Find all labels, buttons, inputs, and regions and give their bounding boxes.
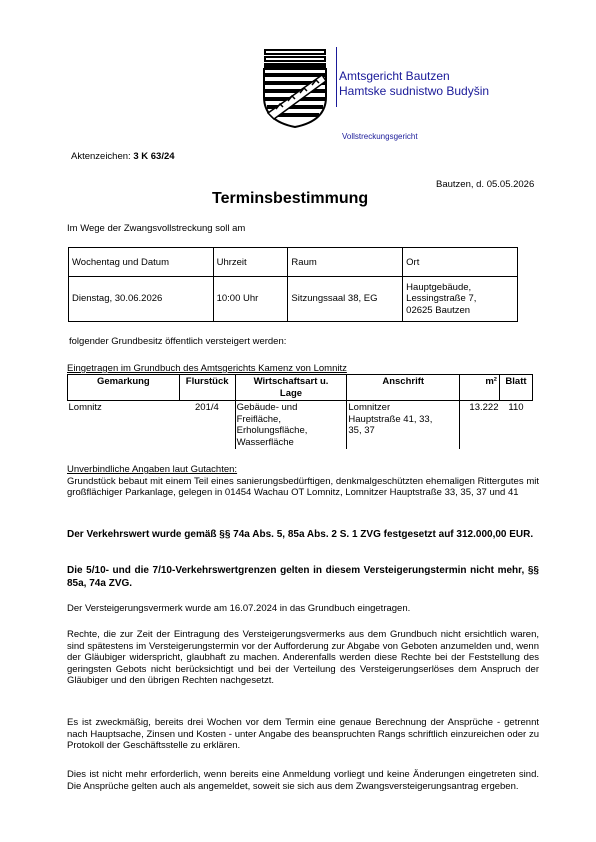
cell-anschrift-line: Hauptstraße 41, 33, — [348, 413, 433, 425]
anmeldung-paragraph: Dies ist nicht mehr erforderlich, wenn bereits eine Anmeldung vorliegt und keine Änderungen eingetreten sind. Die Ansprüche gelten auch als angemeldet, soweit sie sich aus dem Zwangsversteigerungsantrag ergeben. — [67, 769, 539, 792]
cell-wirtschaftsart-line: Erholungsfläche, — [236, 425, 308, 436]
verkehrswert-paragraph: Der Verkehrswert wurde gemäß §§ 74a Abs. 5, 85a Abs. 2 S. 1 ZVG festgesetzt auf 312.000,00 EUR. — [67, 529, 534, 540]
grundbuch-header-row — [68, 375, 533, 401]
header-wirtschaftsart — [235, 375, 347, 401]
cell-blatt: 110 — [508, 402, 524, 413]
rechte-paragraph: Rechte, die zur Zeit der Eintragung des Versteigerungsvermerks aus dem Grundbuch nicht ersichtlich waren, sind spätestens im Versteigerungstermin vor der Aufforderung zur Abgabe von Geboten anzumelden und, wenn der Gläubiger widerspricht, glaubhaft zu machen. Anderenfalls werden diese Rechte bei der Feststellung des geringsten Gebots nicht berücksichtigt und bei der Verteilung des Versteigerungserlöses dem Anspruch der Gläubiger und den übrigen Rechten nachgesetzt. — [67, 629, 539, 686]
saxony-coat-of-arms-icon — [258, 47, 332, 129]
grundbuch-reference: Eingetragen im Grundbuch des Amtsgerichts Kamenz von Lomnitz — [67, 363, 347, 374]
header-anschrift: Anschrift — [347, 375, 460, 401]
gutachten-section — [67, 464, 539, 499]
termin-date: Dienstag, 30.06.2026 — [69, 277, 214, 322]
cell-anschrift — [347, 401, 460, 450]
header-time: Uhrzeit — [213, 248, 288, 277]
header-flaeche: m² — [460, 375, 500, 401]
termin-place — [403, 277, 518, 322]
termin-data-row — [69, 277, 518, 322]
header-blatt: Blatt — [499, 375, 532, 401]
cell-anschrift-line: 35, 37 — [348, 425, 375, 436]
gutachten-text: Grundstück bebaut mit einem Teil eines sanierungsbedürftigen, denkmalgeschützten ehemaligen Rittergutes mit großflächiger Parkanlage, gelegen in 01454 Wachau OT Lomnitz, Lomnitzer Hauptstraße 33, 35, 37 und 41 — [67, 475, 539, 498]
cell-flaeche: 13.222 — [460, 401, 500, 450]
aktenzeichen — [71, 151, 175, 162]
aktenzeichen-value: 3 K 63/24 — [133, 151, 175, 162]
cell-anschrift-line: Lomnitzer — [348, 402, 391, 413]
aktenzeichen-label: Aktenzeichen: — [71, 151, 131, 162]
header-flurstueck: Flurstück — [179, 375, 235, 401]
cell-gemarkung: Lomnitz — [68, 402, 102, 413]
grundbuch-data-row — [68, 401, 533, 450]
termin-header-row — [69, 248, 518, 277]
cell-wirtschaftsart-line: Freifläche, — [236, 413, 281, 425]
cell-wirtschaftsart-line: Gebäude- und — [236, 402, 298, 413]
place-date: Bautzen, d. 05.05.2026 — [436, 179, 535, 190]
termin-room: Sitzungssaal 38, EG — [288, 277, 403, 322]
court-name-sorbian: Hamtske sudnistwo Budyšin — [339, 84, 490, 98]
cell-wirtschaftsart — [235, 401, 347, 450]
header-place: Ort — [403, 248, 518, 277]
header-wirtschaftsart-line: Wirtschaftsart u. — [253, 376, 329, 387]
court-name-german: Amtsgericht Bautzen — [339, 69, 450, 83]
grundbesitz-intro: folgender Grundbesitz öffentlich versteigert werden: — [69, 336, 287, 347]
document-title: Terminsbestimmung — [212, 190, 369, 207]
court-name-block — [336, 47, 489, 107]
zweckmaessig-paragraph: Es ist zweckmäßig, bereits drei Wochen vor dem Termin eine genaue Berechnung der Ansprüche - getrennt nach Hauptsache, Zinsen und Kosten - unter Angabe des beanspruchten Rangs schriftlich einzureichen oder zu Protokoll der Geschäftsstelle zu erklären. — [67, 717, 539, 751]
termin-table — [68, 247, 518, 322]
termin-time: 10:00 Uhr — [213, 277, 288, 322]
wertgrenzen-paragraph: Die 5/10- und die 7/10-Verkehrswertgrenzen gelten in diesem Versteigerungstermin nicht mehr, §§ 85a, 74a ZVG. — [67, 565, 539, 589]
header-wirtschaftsart-line: Lage — [279, 387, 303, 399]
versteigerungsvermerk-paragraph: Der Versteigerungsvermerk wurde am 16.07.2024 in das Grundbuch eingetragen. — [67, 603, 411, 614]
department-label: Vollstreckungsgericht — [342, 132, 418, 141]
intro-text: Im Wege der Zwangsvollstreckung soll am — [67, 223, 246, 234]
termin-place-line: Lessingstraße 7, — [406, 293, 477, 305]
grundbuch-table — [67, 374, 533, 449]
header-date: Wochentag und Datum — [69, 248, 214, 277]
termin-place-line: 02625 Bautzen — [406, 304, 471, 316]
cell-wirtschaftsart-line: Wasserfläche — [236, 436, 294, 448]
termin-place-line: Hauptgebäude, — [406, 281, 472, 293]
gutachten-heading: Unverbindliche Angaben laut Gutachten: — [67, 464, 238, 475]
header-gemarkung: Gemarkung — [68, 375, 180, 401]
cell-flurstueck: 201/4 — [195, 402, 219, 413]
header-room: Raum — [288, 248, 403, 277]
